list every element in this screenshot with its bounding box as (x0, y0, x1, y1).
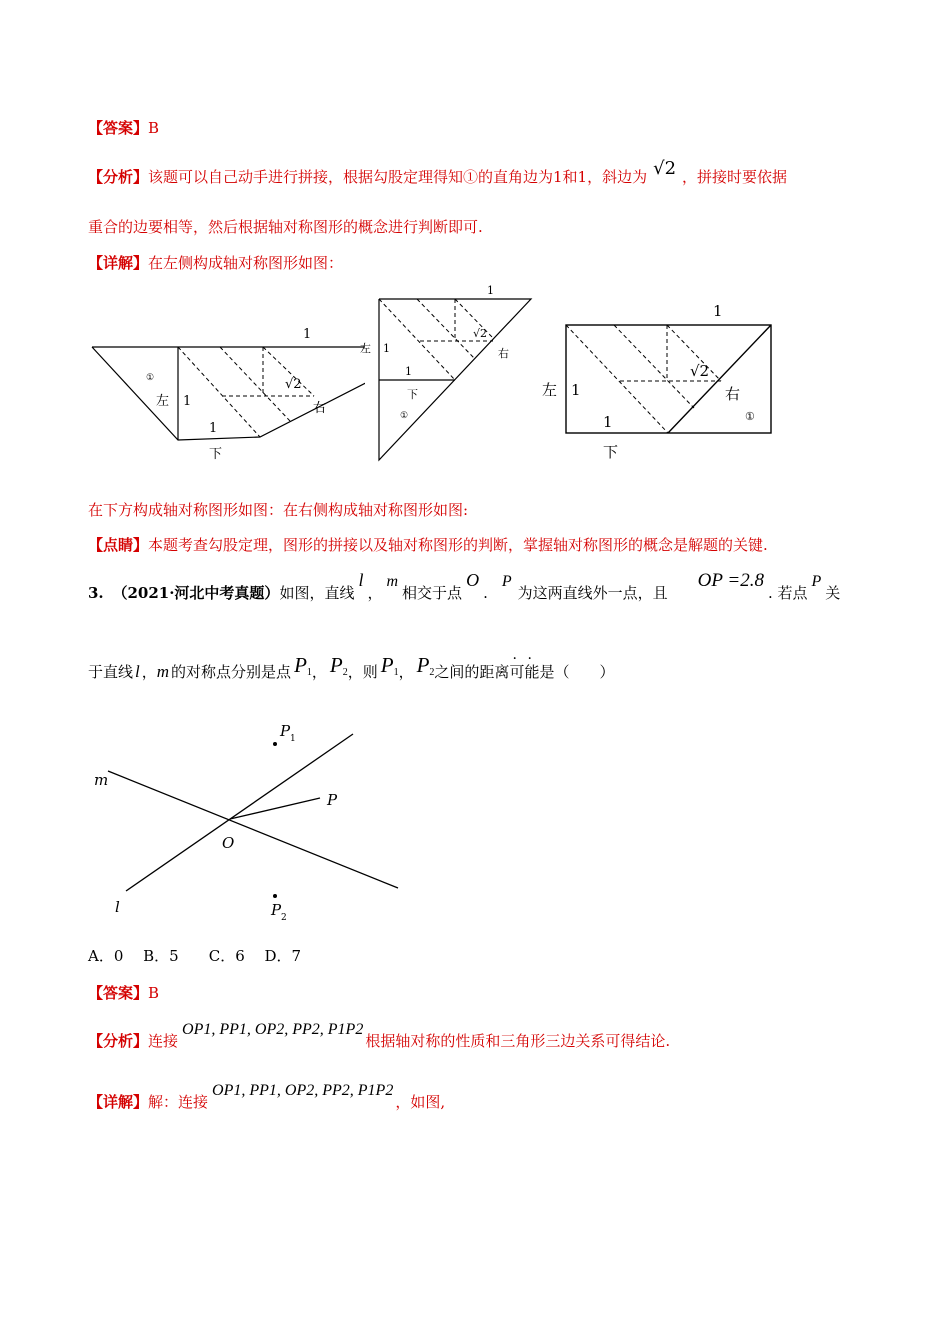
q3-text-b: 相交于点 (402, 584, 463, 602)
label-P2: P (271, 901, 282, 919)
q3-comma: ， (367, 584, 383, 602)
detail-tag-2: 【详解】 (88, 1093, 149, 1111)
answer-tag: 【答案】 (88, 119, 149, 137)
label-left: 左 (542, 381, 558, 399)
label-circle-one: ① (146, 373, 155, 383)
label-right: 右 (313, 401, 327, 416)
q3-line2-a: 于直线 (88, 663, 134, 681)
q3-emph-ke: 可 (509, 663, 525, 681)
analysis-text-a: 该题可以自己动手进行拼接，根据勾股定理得知①的直角边为1和1，斜边为 (148, 168, 648, 186)
label-one-bottom: 1 (603, 413, 613, 431)
analysis-tag-2: 【分析】 (88, 1032, 149, 1050)
analysis2-text-b: 根据轴对称的性质和三角形三边关系可得结论. (365, 1032, 671, 1050)
figure-right-symmetry (535, 296, 780, 466)
q3-var-O: O (466, 570, 480, 590)
label-m: m (94, 771, 109, 789)
answer-line (88, 118, 159, 138)
label-sqrt2: √2 (690, 362, 710, 380)
detail-tag: 【详解】 (88, 254, 149, 272)
figure-left-symmetry (85, 320, 365, 465)
label-down: 下 (407, 388, 418, 401)
q3-point-P1-b: $P_1$ (380, 653, 399, 678)
answer-value: B (148, 119, 160, 137)
q3-text-c: 为这两直线外一点，且 (517, 584, 668, 602)
label-one-mid: 1 (405, 365, 412, 378)
answer-choices: A．0 B．5 C．6 D．7 (88, 947, 302, 965)
label-left: 左 (360, 342, 371, 355)
label-P2-sub: 2 (281, 913, 287, 923)
label-down: 下 (603, 443, 619, 461)
label-l: l (115, 898, 120, 916)
detail-text: 在左侧构成轴对称图形如图： (148, 254, 344, 272)
label-sqrt2: √2 (473, 327, 488, 340)
label-one-side: 1 (183, 394, 192, 409)
label-left: 左 (156, 394, 170, 409)
detail2-expression: OP1, PP1, OP2, PP2, P1P2 (212, 1082, 394, 1099)
label-one-top: 1 (713, 302, 723, 320)
label-right: 右 (498, 347, 509, 360)
label-down: 下 (209, 447, 223, 462)
answer-value-2: B (148, 984, 160, 1002)
q3-line2-comma: ， (141, 663, 157, 681)
q3-var-l: l (358, 570, 364, 590)
q3-point-P1: $P_1$ (294, 653, 312, 678)
comment-text: 本题考查勾股定理，图形的拼接以及轴对称图形的判断，掌握轴对称图形的概念是解题的关键. (148, 536, 768, 554)
comment-tag: 【点睛】 (88, 536, 149, 554)
q3-line2-comma3: ， (398, 663, 414, 681)
label-circle-one: ① (400, 411, 409, 421)
q3-var-P-2: P (811, 573, 822, 590)
q3-line2-comma2: ， (311, 663, 327, 681)
q3-emph-neng: 能 (524, 663, 540, 681)
q3-line2-e: 是（ ） (539, 663, 615, 681)
label-sqrt2: √2 (285, 377, 302, 392)
point-p1-dot (273, 742, 277, 746)
label-O: O (222, 834, 235, 852)
q3-op-expression: OP =2.8 (697, 570, 764, 591)
label-one-top: 1 (303, 327, 312, 342)
q3-text-e: 关 (825, 584, 841, 602)
label-circle-one: ① (745, 410, 755, 423)
label-P1: P (280, 722, 291, 740)
label-one-bottom: 1 (209, 421, 218, 436)
figure-caption: 在下方构成轴对称图形如图：在右侧构成轴对称图形如图: (88, 501, 469, 519)
question-3-line-1 (88, 570, 841, 604)
q3-line2-m: m (156, 662, 170, 681)
q3-line2-l: l (135, 662, 140, 681)
label-right: 右 (725, 385, 741, 403)
figure-bottom-symmetry (355, 282, 540, 467)
analysis-line-1 (88, 158, 788, 187)
q3-text-d: . 若点 (767, 584, 808, 602)
analysis2-expression: OP1, PP1, OP2, PP2, P1P2 (182, 1021, 364, 1038)
sqrt2-expression: √2 (653, 158, 677, 179)
q3-dot: . (483, 584, 488, 602)
detail-line-q3 (88, 1082, 446, 1113)
point-p2-dot (273, 894, 277, 898)
detail2-text-b: ，如图, (395, 1093, 446, 1111)
q3-line2-d: 之间的距离 (434, 663, 510, 681)
q3-var-P: P (501, 573, 512, 590)
label-P: P (327, 791, 338, 809)
label-one-top: 1 (487, 284, 494, 297)
question-number: 3. (88, 584, 104, 602)
comment-line (88, 535, 768, 555)
label-one-side: 1 (383, 342, 390, 355)
analysis-line-q3 (88, 1021, 671, 1052)
question-source: （2021·河北中考真题） (112, 584, 280, 602)
analysis-line-2: 重合的边要相等，然后根据轴对称图形的概念进行判断即可. (88, 218, 483, 236)
question-3-line-2 (88, 653, 615, 688)
q3-point-P2-b: $P_2$ (416, 653, 435, 678)
q3-line2-c: ，则 (347, 663, 378, 681)
analysis-tag: 【分析】 (88, 168, 149, 186)
answer-tag-2: 【答案】 (88, 984, 149, 1002)
answer-line-2 (88, 983, 159, 1003)
q3-text-a: 如图，直线 (279, 584, 355, 602)
detail-line (88, 253, 343, 273)
label-one-side: 1 (571, 381, 581, 399)
label-P1-sub: 1 (290, 734, 296, 744)
q3-line2-b: 的对称点分别是点 (171, 663, 292, 681)
q3-var-m: m (386, 573, 399, 590)
analysis-text-b: ，拼接时要依据 (682, 168, 788, 186)
q3-point-P2: $P_2$ (329, 653, 348, 678)
analysis2-text-a: 连接 (148, 1032, 179, 1050)
figure-intersecting-lines (88, 715, 408, 930)
detail2-text-a: 解：连接 (148, 1093, 209, 1111)
